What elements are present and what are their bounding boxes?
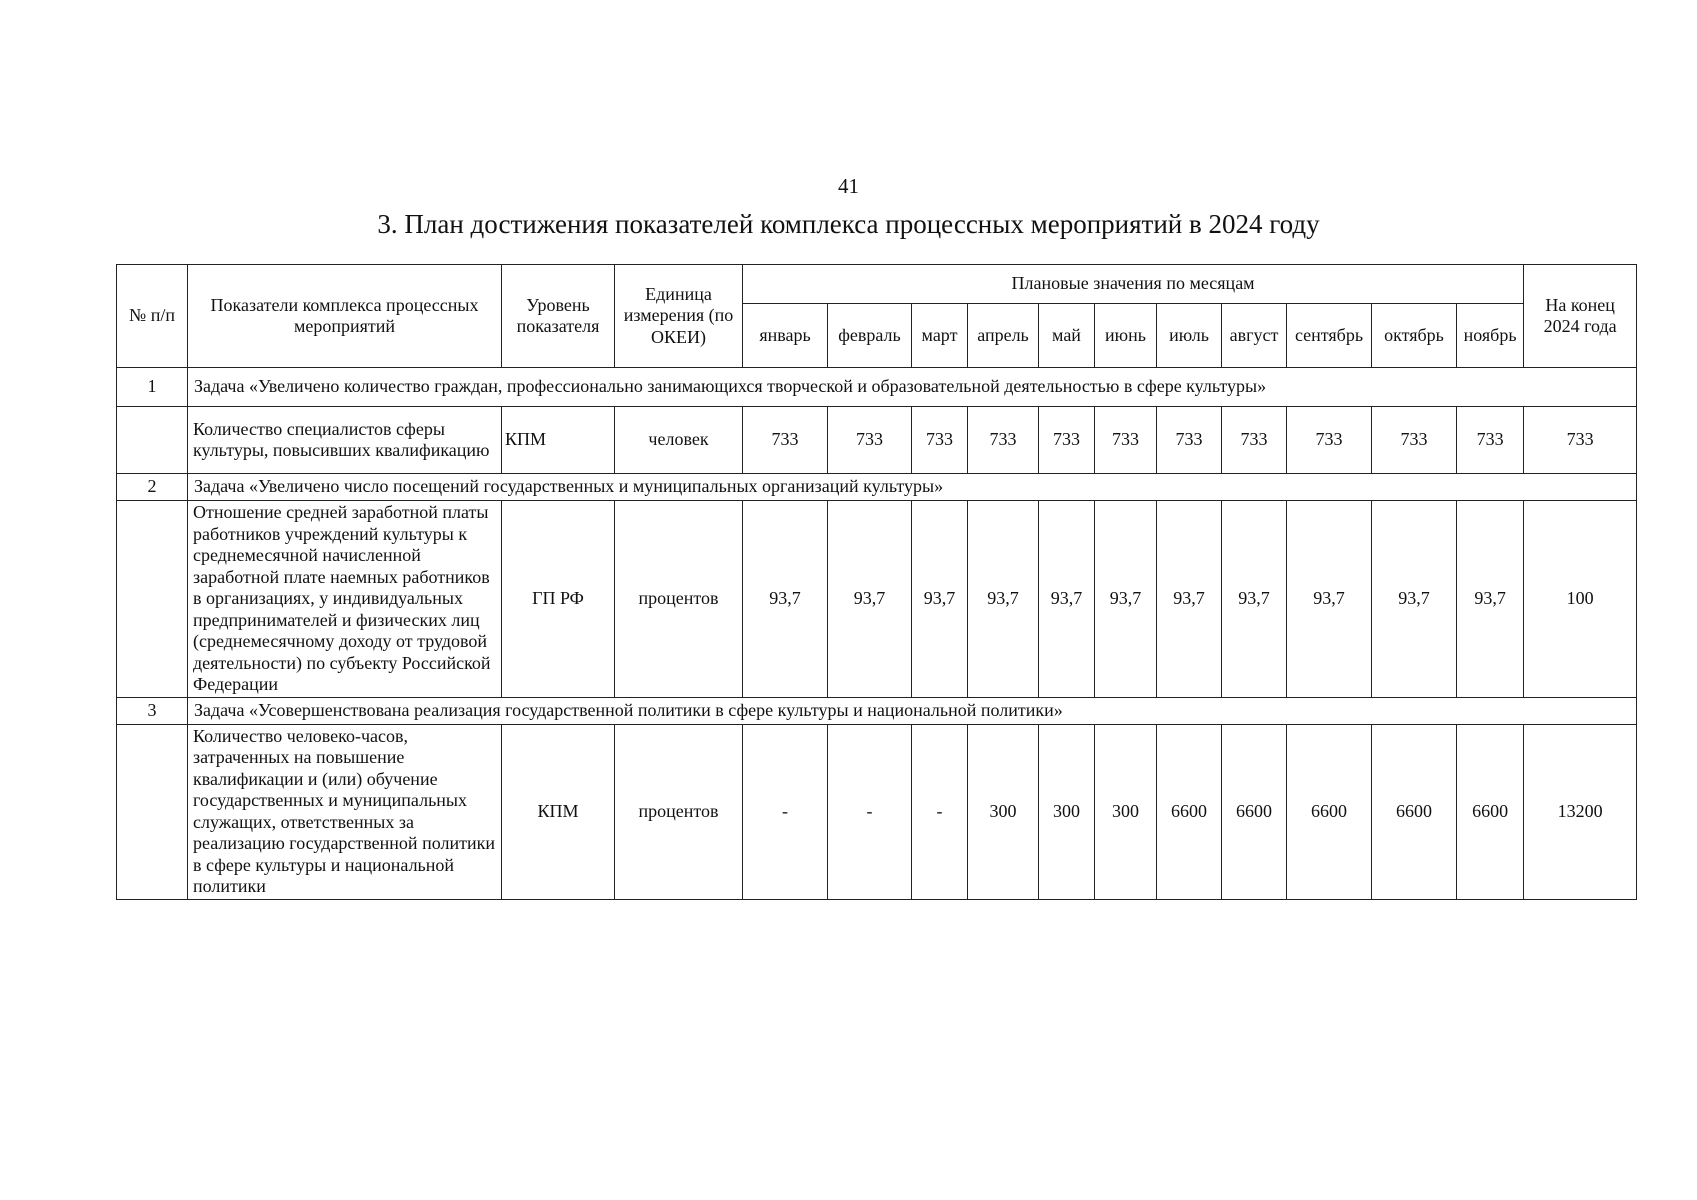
task-title: Задача «Усовершенствована реализация государственной политики в сфере культуры и национальной политики» [188,697,1637,724]
month-value: 300 [1039,724,1095,899]
month-value: 93,7 [968,501,1039,698]
indicator-level: КПМ [502,724,615,899]
indicator-row [117,501,1637,698]
month-value: 93,7 [1372,501,1457,698]
month-value: 6600 [1372,724,1457,899]
header-month: апрель [968,304,1039,368]
task-row [117,368,1637,407]
month-value: 733 [1372,407,1457,474]
header-unit: Единица измерения (по ОКЕИ) [615,265,743,368]
header-month: январь [743,304,828,368]
header-month: ноябрь [1457,304,1524,368]
header-num: № п/п [117,265,188,368]
indicator-unit: процентов [615,501,743,698]
month-value: 733 [1457,407,1524,474]
month-value: 93,7 [1222,501,1287,698]
indicator-number-cell [117,724,188,899]
month-value: 93,7 [1287,501,1372,698]
year-end-value: 733 [1524,407,1637,474]
month-value: 6600 [1157,724,1222,899]
header-month: июль [1157,304,1222,368]
document-title: 3. План достижения показателей комплекса процессных мероприятий в 2024 году [377,209,1320,239]
task-row [117,697,1637,724]
month-value: 300 [1095,724,1157,899]
header-month: июнь [1095,304,1157,368]
month-value: 93,7 [1157,501,1222,698]
indicator-level: КПМ [502,407,615,474]
month-value: 733 [912,407,968,474]
header-monthly-plan: Плановые значения по месяцам [743,265,1524,304]
month-value: 733 [1095,407,1157,474]
month-value: - [828,724,912,899]
indicator-unit: человек [615,407,743,474]
indicator-number-cell [117,407,188,474]
page-number: 41 [838,174,859,198]
header-year-end: На конец 2024 года [1524,265,1637,368]
header-month: март [912,304,968,368]
month-value: 733 [1039,407,1095,474]
month-value: 93,7 [1095,501,1157,698]
indicator-level: ГП РФ [502,501,615,698]
month-value: 6600 [1222,724,1287,899]
indicator-row [117,724,1637,899]
task-title: Задача «Увеличено количество граждан, профессионально занимающихся творческой и образовательной деятельностью в сфере культуры» [188,368,1637,407]
task-number: 2 [117,474,188,501]
header-row [117,265,1637,304]
task-number: 1 [117,368,188,407]
month-value: 733 [1287,407,1372,474]
indicator-name: Количество человеко-часов, затраченных на повышение квалификации и (или) обучение государственных и муниципальных служащих, ответственных за реализацию государственной политики в сфере культуры и национальной политики [188,724,502,899]
header-month: май [1039,304,1095,368]
month-value: 733 [743,407,828,474]
indicator-name: Количество специалистов сферы культуры, повысивших квалификацию [188,407,502,474]
month-value: 733 [968,407,1039,474]
year-end-value: 13200 [1524,724,1637,899]
month-value: 300 [968,724,1039,899]
month-value: 93,7 [828,501,912,698]
month-value: 6600 [1287,724,1372,899]
header-month: октябрь [1372,304,1457,368]
month-value: 93,7 [1039,501,1095,698]
month-value: - [743,724,828,899]
month-value: 6600 [1457,724,1524,899]
month-value: 93,7 [743,501,828,698]
header-indicator: Показатели комплекса процессных мероприятий [188,265,502,368]
month-value: 733 [828,407,912,474]
task-number: 3 [117,697,188,724]
header-month: сентябрь [1287,304,1372,368]
header-month: август [1222,304,1287,368]
month-value: 93,7 [1457,501,1524,698]
year-end-value: 100 [1524,501,1637,698]
indicator-number-cell [117,501,188,698]
indicator-unit: процентов [615,724,743,899]
plan-table [116,264,1637,900]
month-value: - [912,724,968,899]
header-level: Уровень показателя [502,265,615,368]
month-value: 93,7 [912,501,968,698]
task-title: Задача «Увеличено число посещений государственных и муниципальных организаций культуры» [188,474,1637,501]
month-value: 733 [1222,407,1287,474]
task-row [117,474,1637,501]
indicator-name: Отношение средней заработной платы работников учреждений культуры к среднемесячной начисленной заработной плате наемных работников в организациях, у индивидуальных предпринимателей и физических лиц (среднемесячному доходу от трудовой деятельности) по субъекту Российской Федерации [188,501,502,698]
month-value: 733 [1157,407,1222,474]
header-month: февраль [828,304,912,368]
indicator-row [117,407,1637,474]
